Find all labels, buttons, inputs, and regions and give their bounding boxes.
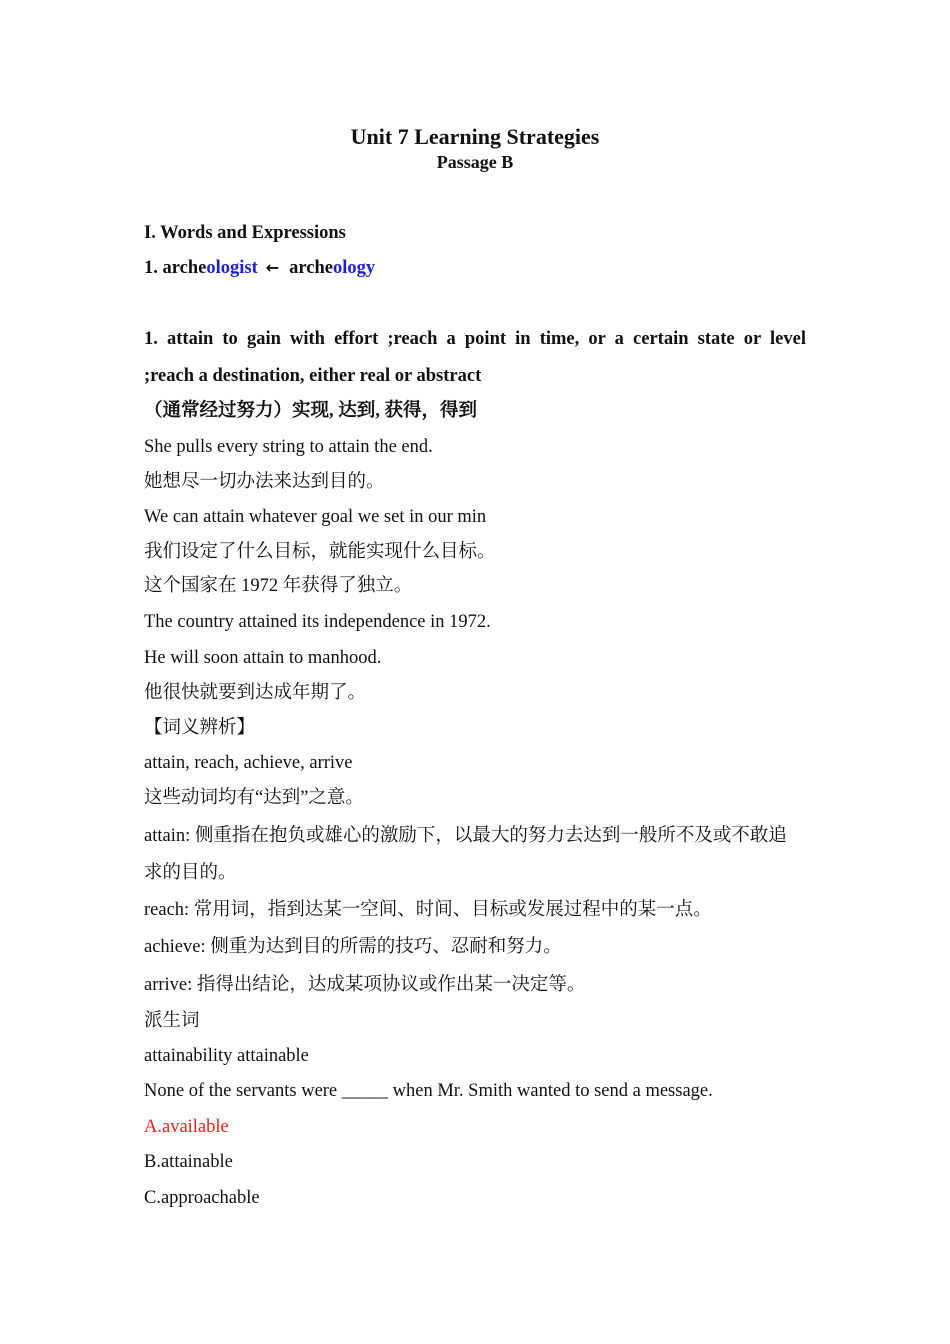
left-arrow-icon: ← — [265, 258, 280, 277]
quiz-option-a: A.available — [144, 1117, 229, 1137]
example-line: 她想尽一切办法来达到目的。 — [144, 472, 385, 492]
attain-note-line-2: 求的目的。 — [144, 863, 237, 883]
word-base: arche — [289, 258, 333, 278]
synonym-heading: 【词义辨析】 — [144, 718, 256, 738]
chinese-meaning: （通常经过努力）实现, 达到, 获得，得到 — [144, 401, 478, 421]
attain-note-line-1: attain: 侧重指在抱负或雄心的激励下，以最大的努力去达到一般所不及或不敢追 — [144, 826, 787, 846]
example-line: The country attained its independence in 1972. — [144, 612, 491, 632]
derivatives-list: attainability attainable — [144, 1046, 309, 1066]
definition-line-1: 1. attain to gain with effort ;reach a point in time, or a certain state or level — [144, 329, 806, 349]
word-suffix-a: ologist — [206, 258, 258, 278]
word-prefix: 1. arche — [144, 258, 207, 278]
page-subtitle: Passage B — [436, 152, 514, 172]
reach-note: reach: 常用词，指到达某一空间、时间、目标或发展过程中的某一点。 — [144, 900, 712, 920]
word-suffix-b: ology — [332, 258, 376, 278]
example-line: We can attain whatever goal we set in our min — [144, 507, 487, 527]
section-heading: I. Words and Expressions — [144, 223, 346, 243]
quiz-option-b: B.attainable — [144, 1152, 233, 1172]
synonym-intro: 这些动词均有“达到”之意。 — [144, 788, 364, 808]
arrive-note: arrive: 指得出结论，达成某项协议或作出某一决定等。 — [144, 975, 586, 995]
page-title: Unit 7 Learning Strategies — [350, 124, 600, 149]
quiz-question: None of the servants were _____ when Mr. Smith wanted to send a message. — [144, 1081, 713, 1101]
example-line: 这个国家在 1972 年获得了独立。 — [144, 576, 413, 596]
example-line: He will soon attain to manhood. — [144, 648, 382, 668]
example-line: 我们设定了什么目标，就能实现什么目标。 — [144, 542, 496, 562]
quiz-option-c: C.approachable — [144, 1188, 260, 1208]
achieve-note: achieve: 侧重为达到目的所需的技巧、忍耐和努力。 — [144, 937, 562, 957]
definition-line-2: ;reach a destination, either real or abstract — [144, 366, 482, 386]
word-family-line — [144, 255, 806, 281]
example-line: 他很快就要到达成年期了。 — [144, 683, 367, 703]
example-line: She pulls every string to attain the end. — [144, 437, 433, 457]
synonym-list: attain, reach, achieve, arrive — [144, 753, 353, 773]
derivatives-heading: 派生词 — [144, 1011, 200, 1031]
